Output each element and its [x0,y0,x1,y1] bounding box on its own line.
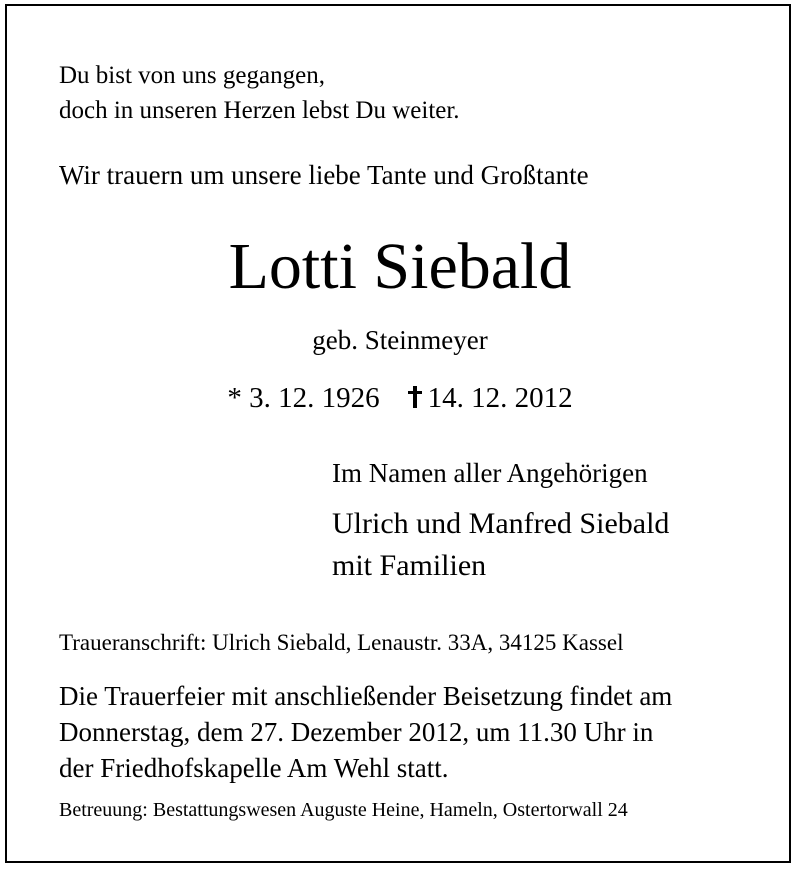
mourning-address: Traueranschrift: Ulrich Siebald, Lenaustr. 33A, 34125 Kassel [59,630,624,655]
mourning-intro: Wir trauern um unsere liebe Tante und Großtante [59,160,589,190]
birth-name: geb. Steinmeyer [312,325,488,355]
death-date: 14. 12. 2012 [427,382,573,414]
birth-date: * 3. 12. 1926 [227,382,380,414]
ceremony-line-2: Donnerstag, dem 27. Dezember 2012, um 11.30 Uhr in [59,717,654,747]
mourners-intro: Im Namen aller Angehörigen [332,458,648,488]
verse-line-2: doch in unseren Herzen lebst Du weiter. [59,97,460,124]
cross-icon [408,386,422,408]
deceased-name: Lotti Siebald [228,230,572,303]
life-dates [0,384,800,413]
ceremony-line-3: der Friedhofskapelle Am Wehl statt. [59,753,449,783]
ceremony-line-1: Die Trauerfeier mit anschließender Beisetzung findet am [59,681,673,711]
verse-line-1: Du bist von uns gegangen, [59,62,325,89]
mourners-line-1: Ulrich und Manfred Siebald [332,507,670,540]
mourners-line-2: mit Familien [332,549,487,582]
undertaker-note: Betreuung: Bestattungswesen Auguste Heine, Hameln, Ostertorwall 24 [59,799,628,821]
